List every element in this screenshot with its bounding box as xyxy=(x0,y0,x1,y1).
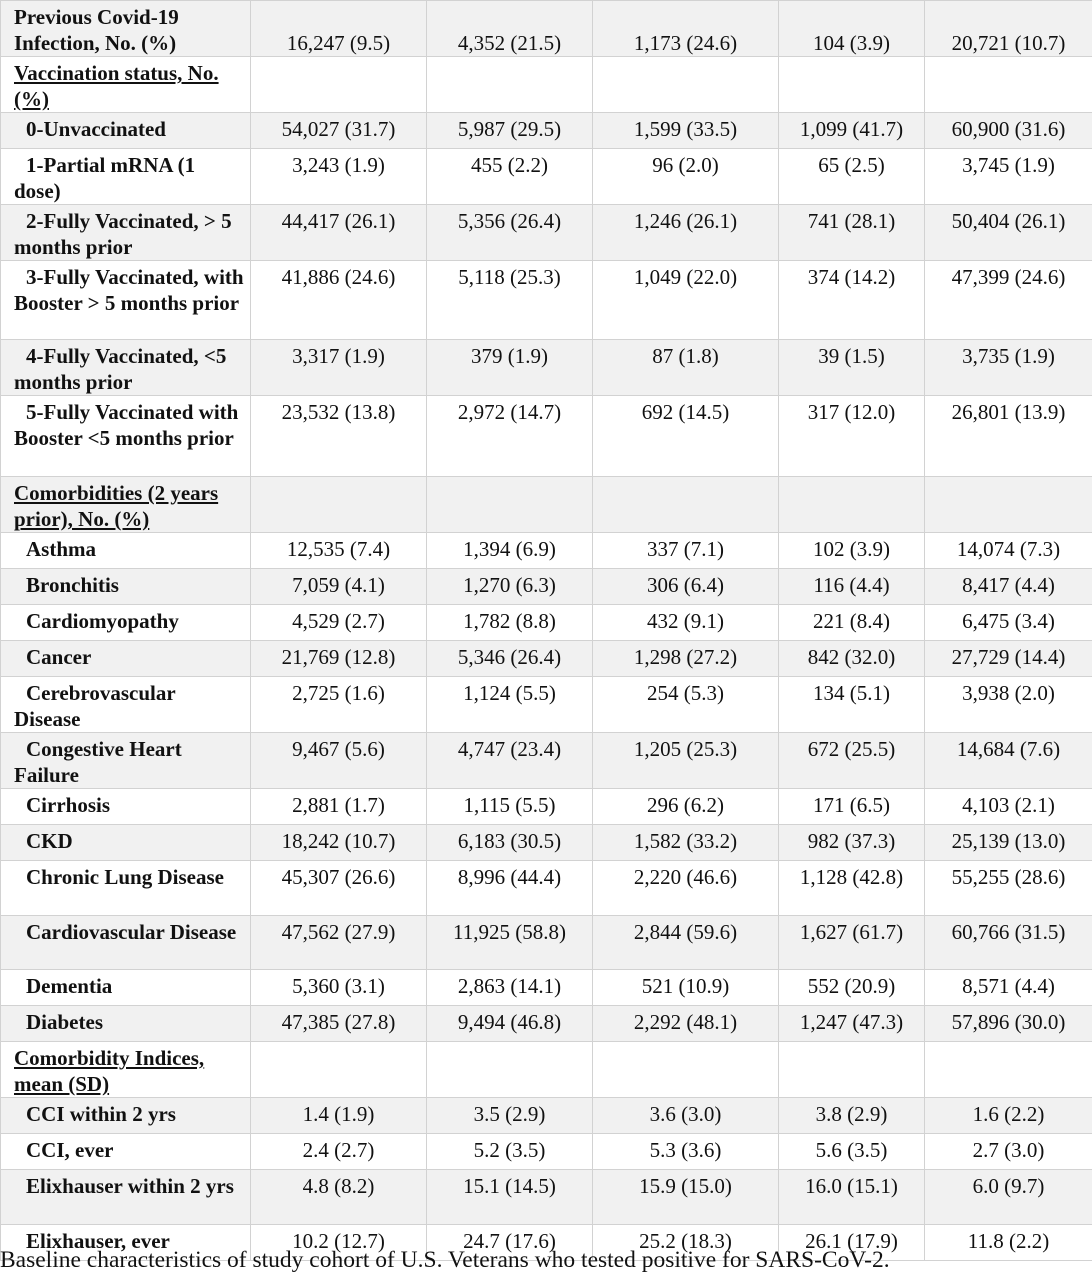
value-cell-col-2: 1,270 (6.3) xyxy=(427,569,593,605)
section-header-cell xyxy=(1,477,251,533)
section-header-label: Vaccination status, No. (%) xyxy=(14,61,219,111)
value-cell-col-4: 134 (5.1) xyxy=(779,677,925,733)
value-cell-col-1: 9,467 (5.6) xyxy=(251,733,427,789)
row-label: Diabetes xyxy=(26,1010,103,1034)
row-label: Cardiovascular Disease xyxy=(26,920,237,944)
value-cell-col-3: 1,173 (24.6) xyxy=(593,1,779,57)
value-cell-col-1: 10.2 (12.7) xyxy=(251,1225,427,1261)
value-cell-col-2: 5.2 (3.5) xyxy=(427,1134,593,1170)
value-cell-col-4 xyxy=(779,1042,925,1098)
value-cell-col-4: 842 (32.0) xyxy=(779,641,925,677)
value-cell-col-2: 15.1 (14.5) xyxy=(427,1170,593,1225)
value-cell-col-total: 11.8 (2.2) xyxy=(925,1225,1092,1261)
value-cell-col-total: 4,103 (2.1) xyxy=(925,789,1092,825)
value-cell-col-4: 741 (28.1) xyxy=(779,205,925,261)
row-label: Dementia xyxy=(26,974,113,998)
value-cell-col-total: 14,074 (7.3) xyxy=(925,533,1092,569)
table-row xyxy=(1,113,1092,149)
value-cell-col-1: 23,532 (13.8) xyxy=(251,396,427,477)
value-cell-col-3: 1,582 (33.2) xyxy=(593,825,779,861)
value-cell-col-3: 15.9 (15.0) xyxy=(593,1170,779,1225)
value-cell-col-3: 2,220 (46.6) xyxy=(593,861,779,916)
row-label-cell xyxy=(1,261,251,340)
value-cell-col-2: 1,394 (6.9) xyxy=(427,533,593,569)
value-cell-col-1: 7,059 (4.1) xyxy=(251,569,427,605)
value-cell-col-total: 14,684 (7.6) xyxy=(925,733,1092,789)
table-row xyxy=(1,605,1092,641)
value-cell-col-1: 1.4 (1.9) xyxy=(251,1098,427,1134)
value-cell-col-total: 55,255 (28.6) xyxy=(925,861,1092,916)
value-cell-col-3: 1,205 (25.3) xyxy=(593,733,779,789)
value-cell-col-1: 4.8 (8.2) xyxy=(251,1170,427,1225)
table-row xyxy=(1,1042,1092,1098)
value-cell-col-1: 2,725 (1.6) xyxy=(251,677,427,733)
row-label-cell xyxy=(1,825,251,861)
value-cell-col-3: 87 (1.8) xyxy=(593,340,779,396)
value-cell-col-1: 2,881 (1.7) xyxy=(251,789,427,825)
value-cell-col-total xyxy=(925,1042,1092,1098)
value-cell-col-2: 5,118 (25.3) xyxy=(427,261,593,340)
value-cell-col-1: 18,242 (10.7) xyxy=(251,825,427,861)
value-cell-col-2: 4,352 (21.5) xyxy=(427,1,593,57)
row-label-cell xyxy=(1,1098,251,1134)
table-row xyxy=(1,641,1092,677)
value-cell-col-2: 9,494 (46.8) xyxy=(427,1006,593,1042)
row-label-cell xyxy=(1,916,251,970)
table-caption: Baseline characteristics of study cohort of U.S. Veterans who tested positive for SARS-CoV-2. xyxy=(0,1247,890,1273)
table-row xyxy=(1,477,1092,533)
row-label-cell xyxy=(1,533,251,569)
row-label-cell xyxy=(1,1170,251,1225)
value-cell-col-3 xyxy=(593,477,779,533)
value-cell-col-3: 1,298 (27.2) xyxy=(593,641,779,677)
value-cell-col-4: 1,247 (47.3) xyxy=(779,1006,925,1042)
value-cell-col-2: 5,356 (26.4) xyxy=(427,205,593,261)
section-header-label: Comorbidity Indices, mean (SD) xyxy=(14,1046,205,1096)
table-row xyxy=(1,261,1092,340)
table-row xyxy=(1,970,1092,1006)
row-label: Cardiomyopathy xyxy=(26,609,179,633)
row-label-cell xyxy=(1,605,251,641)
value-cell-col-1: 44,417 (26.1) xyxy=(251,205,427,261)
value-cell-col-1 xyxy=(251,57,427,113)
value-cell-col-4: 982 (37.3) xyxy=(779,825,925,861)
value-cell-col-1: 3,243 (1.9) xyxy=(251,149,427,205)
value-cell-col-total: 3,745 (1.9) xyxy=(925,149,1092,205)
row-label-cell xyxy=(1,733,251,789)
value-cell-col-3: 254 (5.3) xyxy=(593,677,779,733)
value-cell-col-2: 4,747 (23.4) xyxy=(427,733,593,789)
table-body xyxy=(1,1,1092,1261)
value-cell-col-3: 521 (10.9) xyxy=(593,970,779,1006)
table-row xyxy=(1,733,1092,789)
value-cell-col-1: 4,529 (2.7) xyxy=(251,605,427,641)
value-cell-col-4: 1,128 (42.8) xyxy=(779,861,925,916)
row-label: Bronchitis xyxy=(26,573,119,597)
section-header-label: Comorbidities (2 years prior), No. (%) xyxy=(14,481,219,531)
value-cell-col-3: 1,246 (26.1) xyxy=(593,205,779,261)
value-cell-col-2: 1,782 (8.8) xyxy=(427,605,593,641)
value-cell-col-2: 1,124 (5.5) xyxy=(427,677,593,733)
value-cell-col-4 xyxy=(779,57,925,113)
table-row xyxy=(1,396,1092,477)
value-cell-col-2: 11,925 (58.8) xyxy=(427,916,593,970)
row-label: 2-Fully Vaccinated, > 5 months prior xyxy=(14,209,232,259)
value-cell-col-1 xyxy=(251,477,427,533)
value-cell-col-4: 26.1 (17.9) xyxy=(779,1225,925,1261)
value-cell-col-2: 455 (2.2) xyxy=(427,149,593,205)
value-cell-col-4: 104 (3.9) xyxy=(779,1,925,57)
row-label-cell xyxy=(1,205,251,261)
row-label: Cerebrovascular Disease xyxy=(14,681,176,731)
table-row xyxy=(1,57,1092,113)
row-label-cell xyxy=(1,340,251,396)
value-cell-col-4 xyxy=(779,477,925,533)
row-label: 0-Unvaccinated xyxy=(26,117,166,141)
value-cell-col-1: 54,027 (31.7) xyxy=(251,113,427,149)
value-cell-col-2 xyxy=(427,57,593,113)
value-cell-col-2: 3.5 (2.9) xyxy=(427,1098,593,1134)
value-cell-col-4: 16.0 (15.1) xyxy=(779,1170,925,1225)
value-cell-col-3: 306 (6.4) xyxy=(593,569,779,605)
row-label-cell xyxy=(1,861,251,916)
value-cell-col-2: 2,863 (14.1) xyxy=(427,970,593,1006)
value-cell-col-total xyxy=(925,477,1092,533)
row-label: Elixhauser, ever xyxy=(26,1229,170,1253)
table-row xyxy=(1,340,1092,396)
row-label: Previous Covid-19 Infection, No. (%) xyxy=(14,5,179,55)
value-cell-col-4: 221 (8.4) xyxy=(779,605,925,641)
value-cell-col-total: 50,404 (26.1) xyxy=(925,205,1092,261)
row-label-cell xyxy=(1,1006,251,1042)
row-label-cell xyxy=(1,149,251,205)
row-label: CCI, ever xyxy=(26,1138,114,1162)
row-label: 5-Fully Vaccinated with Booster <5 months prior xyxy=(14,400,239,450)
row-label: Cancer xyxy=(26,645,92,669)
value-cell-col-total: 27,729 (14.4) xyxy=(925,641,1092,677)
value-cell-col-4: 1,627 (61.7) xyxy=(779,916,925,970)
value-cell-col-3: 25.2 (18.3) xyxy=(593,1225,779,1261)
value-cell-col-total: 6,475 (3.4) xyxy=(925,605,1092,641)
value-cell-col-4: 65 (2.5) xyxy=(779,149,925,205)
value-cell-col-4: 672 (25.5) xyxy=(779,733,925,789)
value-cell-col-1: 3,317 (1.9) xyxy=(251,340,427,396)
value-cell-col-1 xyxy=(251,1042,427,1098)
value-cell-col-2: 379 (1.9) xyxy=(427,340,593,396)
row-label: CCI within 2 yrs xyxy=(26,1102,176,1126)
row-label-cell xyxy=(1,1134,251,1170)
table-row xyxy=(1,533,1092,569)
row-label: Cirrhosis xyxy=(26,793,110,817)
value-cell-col-total: 8,571 (4.4) xyxy=(925,970,1092,1006)
row-label: Congestive Heart Failure xyxy=(14,737,182,787)
value-cell-col-3: 1,599 (33.5) xyxy=(593,113,779,149)
value-cell-col-total: 2.7 (3.0) xyxy=(925,1134,1092,1170)
value-cell-col-total: 26,801 (13.9) xyxy=(925,396,1092,477)
table-row xyxy=(1,1134,1092,1170)
value-cell-col-2: 8,996 (44.4) xyxy=(427,861,593,916)
value-cell-col-total: 47,399 (24.6) xyxy=(925,261,1092,340)
table-row xyxy=(1,569,1092,605)
value-cell-col-1: 47,385 (27.8) xyxy=(251,1006,427,1042)
table-row xyxy=(1,916,1092,970)
table-row xyxy=(1,789,1092,825)
row-label-cell xyxy=(1,677,251,733)
value-cell-col-3: 96 (2.0) xyxy=(593,149,779,205)
value-cell-col-4: 552 (20.9) xyxy=(779,970,925,1006)
value-cell-col-2: 6,183 (30.5) xyxy=(427,825,593,861)
table-row xyxy=(1,825,1092,861)
section-header-cell xyxy=(1,57,251,113)
table-row xyxy=(1,1,1092,57)
value-cell-col-4: 39 (1.5) xyxy=(779,340,925,396)
value-cell-col-total: 25,139 (13.0) xyxy=(925,825,1092,861)
value-cell-col-1: 5,360 (3.1) xyxy=(251,970,427,1006)
value-cell-col-3: 3.6 (3.0) xyxy=(593,1098,779,1134)
value-cell-col-total: 3,938 (2.0) xyxy=(925,677,1092,733)
value-cell-col-4: 3.8 (2.9) xyxy=(779,1098,925,1134)
value-cell-col-3: 296 (6.2) xyxy=(593,789,779,825)
value-cell-col-1: 41,886 (24.6) xyxy=(251,261,427,340)
row-label-cell xyxy=(1,970,251,1006)
value-cell-col-3: 337 (7.1) xyxy=(593,533,779,569)
value-cell-col-total: 60,900 (31.6) xyxy=(925,113,1092,149)
value-cell-col-3: 2,292 (48.1) xyxy=(593,1006,779,1042)
row-label: Chronic Lung Disease xyxy=(26,865,224,889)
table-row xyxy=(1,1006,1092,1042)
row-label: Asthma xyxy=(26,537,97,561)
value-cell-col-1: 2.4 (2.7) xyxy=(251,1134,427,1170)
table-row xyxy=(1,677,1092,733)
value-cell-col-2 xyxy=(427,1042,593,1098)
row-label-cell xyxy=(1,1,251,57)
row-label: 4-Fully Vaccinated, <5 months prior xyxy=(14,344,227,394)
row-label: 3-Fully Vaccinated, with Booster > 5 months prior xyxy=(14,265,244,315)
row-label-cell xyxy=(1,569,251,605)
value-cell-col-1: 12,535 (7.4) xyxy=(251,533,427,569)
value-cell-col-4: 116 (4.4) xyxy=(779,569,925,605)
row-label-cell xyxy=(1,396,251,477)
value-cell-col-1: 21,769 (12.8) xyxy=(251,641,427,677)
value-cell-col-4: 1,099 (41.7) xyxy=(779,113,925,149)
value-cell-col-4: 374 (14.2) xyxy=(779,261,925,340)
table-row xyxy=(1,149,1092,205)
value-cell-col-3: 432 (9.1) xyxy=(593,605,779,641)
value-cell-col-1: 47,562 (27.9) xyxy=(251,916,427,970)
row-label: Elixhauser within 2 yrs xyxy=(26,1174,234,1198)
row-label-cell xyxy=(1,641,251,677)
value-cell-col-2: 24.7 (17.6) xyxy=(427,1225,593,1261)
value-cell-col-4: 317 (12.0) xyxy=(779,396,925,477)
row-label: 1-Partial mRNA (1 dose) xyxy=(14,153,196,203)
value-cell-col-3: 2,844 (59.6) xyxy=(593,916,779,970)
value-cell-col-total: 3,735 (1.9) xyxy=(925,340,1092,396)
value-cell-col-3: 1,049 (22.0) xyxy=(593,261,779,340)
value-cell-col-4: 5.6 (3.5) xyxy=(779,1134,925,1170)
value-cell-col-4: 102 (3.9) xyxy=(779,533,925,569)
value-cell-col-total: 57,896 (30.0) xyxy=(925,1006,1092,1042)
value-cell-col-total: 8,417 (4.4) xyxy=(925,569,1092,605)
value-cell-col-total: 1.6 (2.2) xyxy=(925,1098,1092,1134)
value-cell-col-total: 20,721 (10.7) xyxy=(925,1,1092,57)
value-cell-col-2: 5,346 (26.4) xyxy=(427,641,593,677)
value-cell-col-3: 5.3 (3.6) xyxy=(593,1134,779,1170)
value-cell-col-1: 45,307 (26.6) xyxy=(251,861,427,916)
table-row xyxy=(1,1170,1092,1225)
value-cell-col-4: 171 (6.5) xyxy=(779,789,925,825)
table-row xyxy=(1,861,1092,916)
table-row xyxy=(1,1098,1092,1134)
value-cell-col-total: 60,766 (31.5) xyxy=(925,916,1092,970)
value-cell-col-2 xyxy=(427,477,593,533)
section-header-cell xyxy=(1,1042,251,1098)
value-cell-col-2: 1,115 (5.5) xyxy=(427,789,593,825)
value-cell-col-3 xyxy=(593,57,779,113)
value-cell-col-2: 2,972 (14.7) xyxy=(427,396,593,477)
row-label-cell xyxy=(1,113,251,149)
value-cell-col-1: 16,247 (9.5) xyxy=(251,1,427,57)
row-label: CKD xyxy=(26,829,73,853)
value-cell-col-3: 692 (14.5) xyxy=(593,396,779,477)
row-label-cell xyxy=(1,789,251,825)
value-cell-col-3 xyxy=(593,1042,779,1098)
table-row xyxy=(1,205,1092,261)
value-cell-col-total xyxy=(925,57,1092,113)
value-cell-col-total: 6.0 (9.7) xyxy=(925,1170,1092,1225)
value-cell-col-2: 5,987 (29.5) xyxy=(427,113,593,149)
